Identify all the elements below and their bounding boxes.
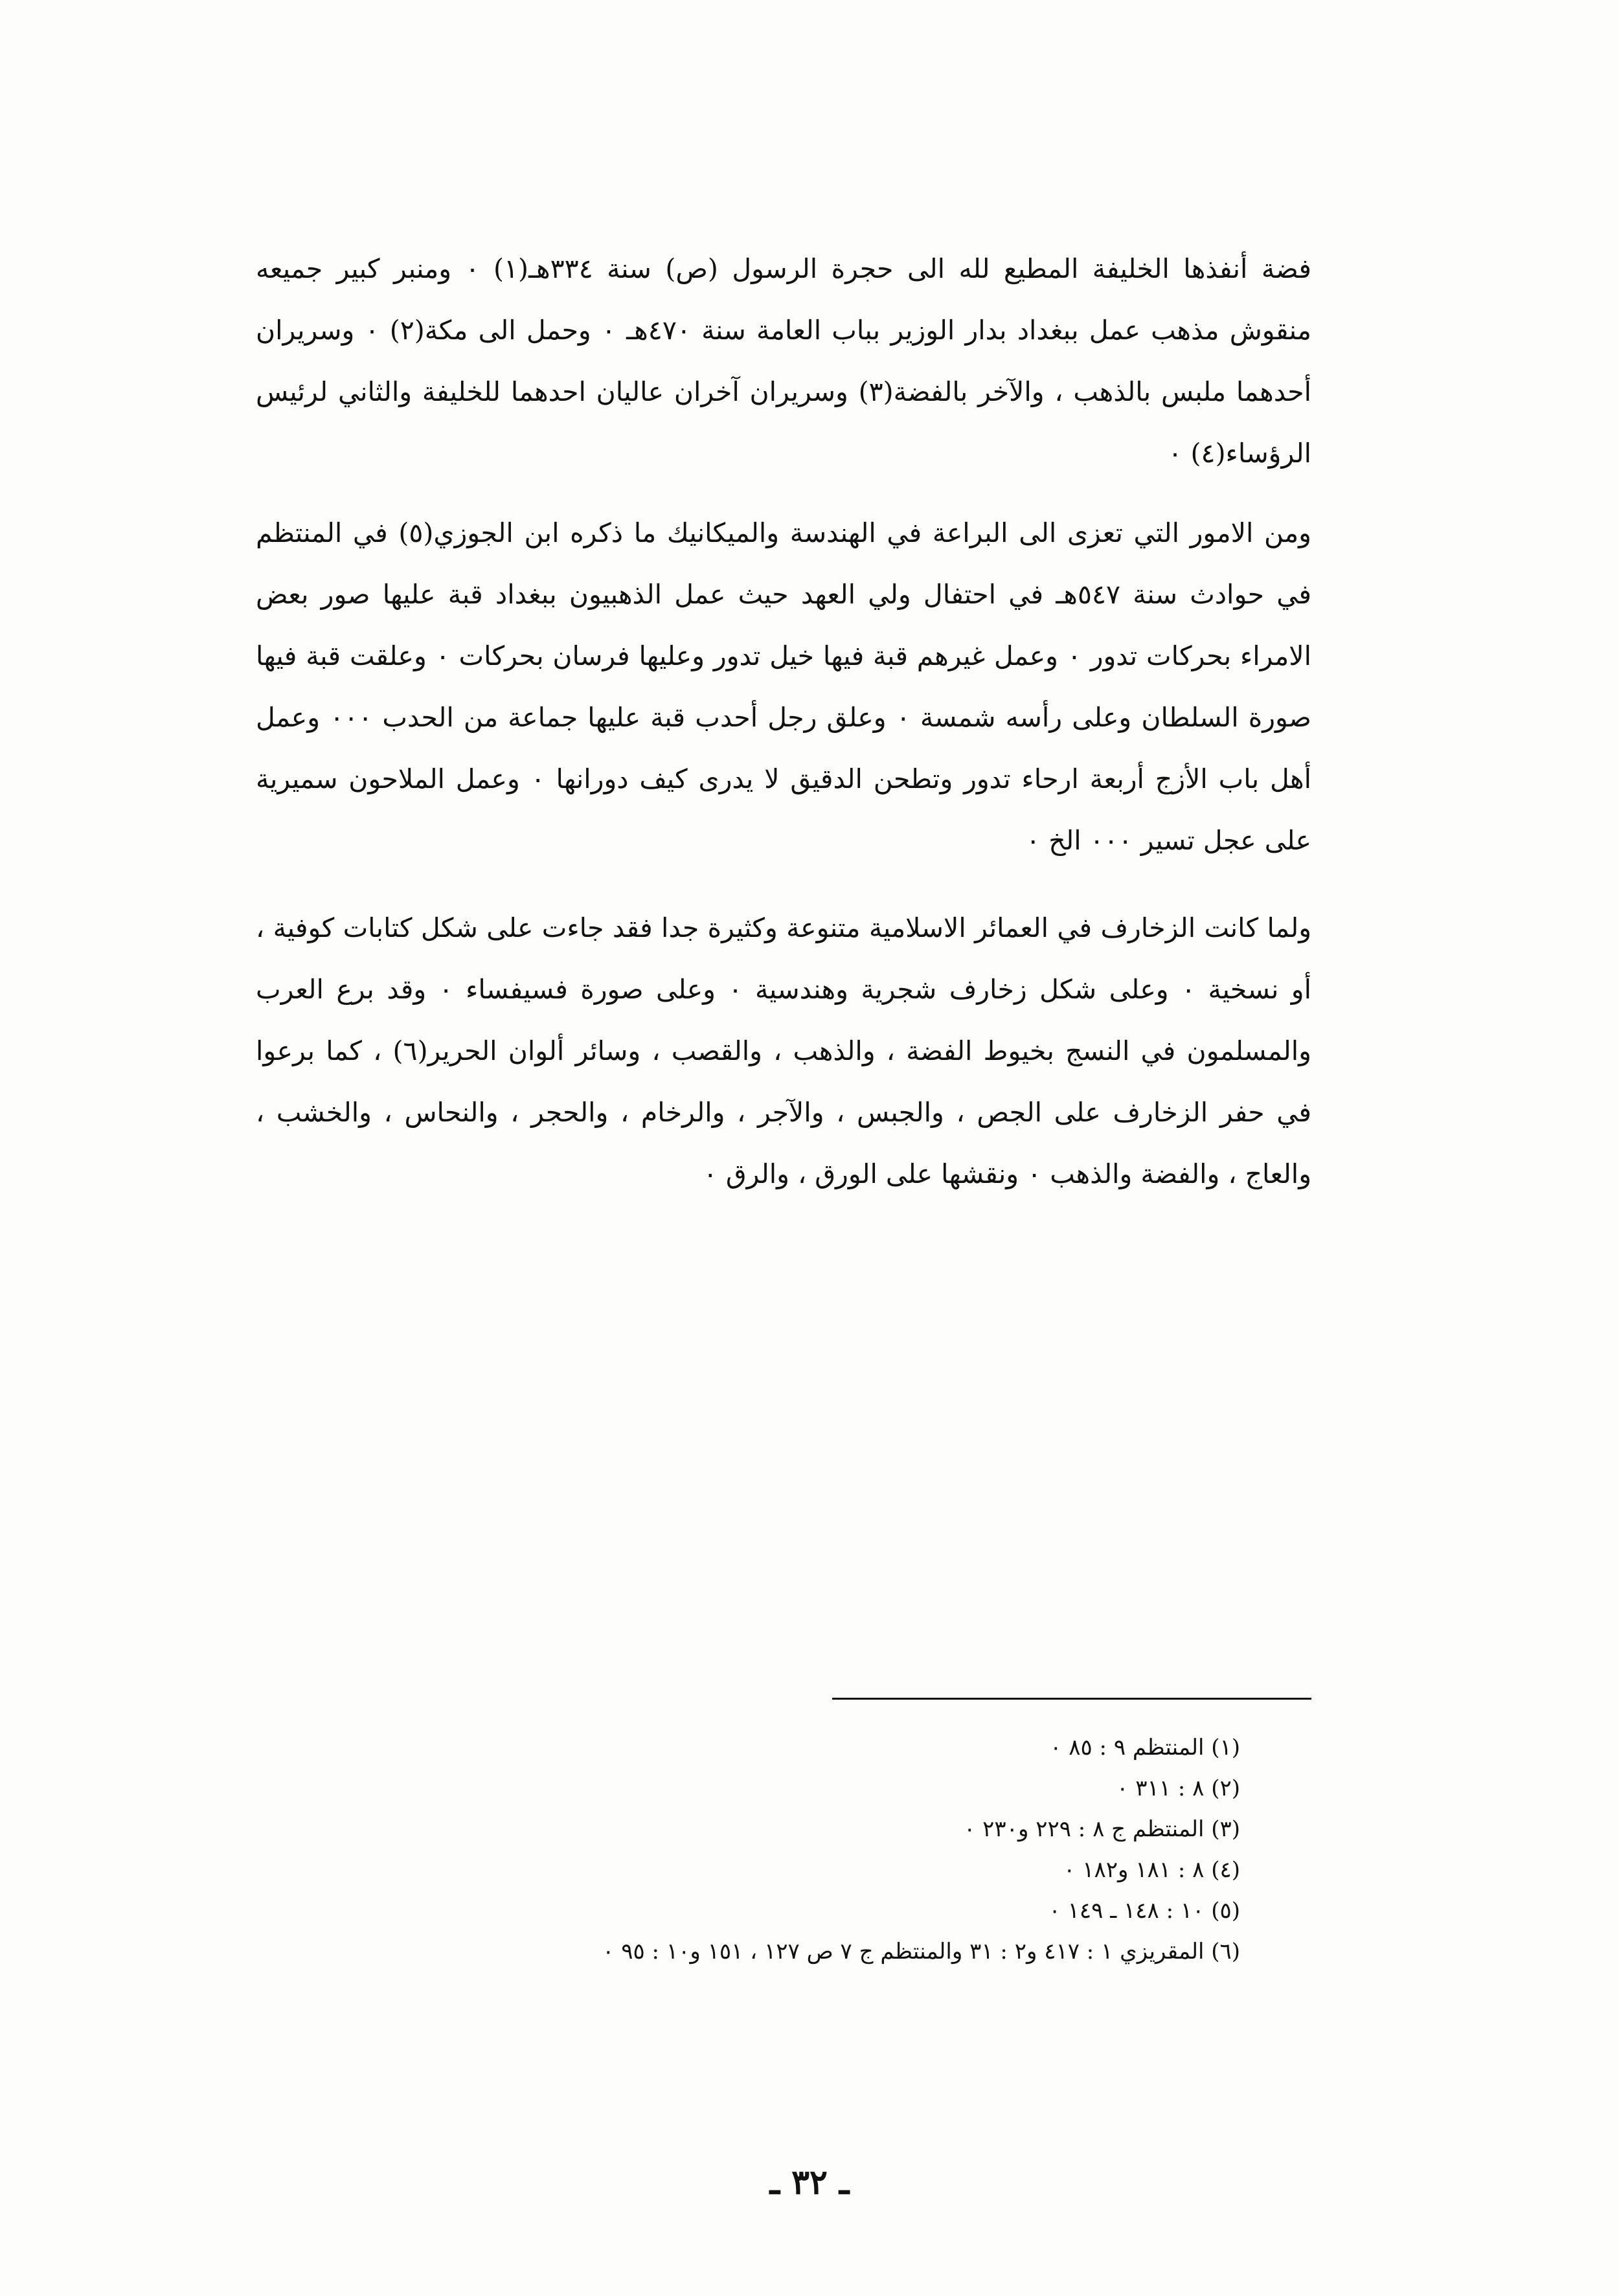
footnote: (٤) ٨ : ١٨١ و١٨٢ ٠	[1063, 1857, 1240, 1883]
footnote: (٥) ١٠ : ١٤٨ ـ ١٤٩ ٠	[1048, 1898, 1240, 1924]
footnote-separator	[832, 1698, 1311, 1700]
page-body	[256, 238, 1311, 1205]
footnote: (٢) ٨ : ٣١١ ٠	[1116, 1775, 1240, 1801]
paragraph: ولما كانت الزخارف في العمائر الاسلامية متنوعة وكثيرة جدا فقد جاءت على شكل كتابات كوفية ، أو نسخية ٠ وعلى شكل زخارف شجرية وهندسية ٠ وعلى صورة فسيفساء ٠ وقد برع العرب والمسلمون في النسج بخيوط الفضة ، والذهب ، والقصب ، وسائر ألوان الحرير(٦) ، كما برعوا في حفر الزخارف على الجص ، والجبس ، والآجر ، والرخام ، والحجر ، والنحاس ، والخشب ، والعاج ، والفضة والذهب ٠ ونقشها على الورق ، والرق ٠	[256, 912, 1311, 1189]
footnotes-list	[256, 1728, 1240, 1972]
footnote: (٣) المنتظم ج ٨ : ٢٢٩ و٢٣٠ ٠	[964, 1816, 1240, 1842]
footnote: (١) المنتظم ٩ : ٨٥ ٠	[1050, 1735, 1240, 1761]
paragraph: فضة أنفذها الخليفة المطيع لله الى حجرة الرسول (ص) سنة ٣٣٤هـ(١) ٠ ومنبر كبير جميعه منقوش مذهب عمل ببغداد بدار الوزير بباب العامة سنة ٤٧٠هـ ٠ وحمل الى مكة(٢) ٠ وسريران أحدهما ملبس بالذهب ، والآخر بالفضة(٣) وسريران آخران عاليان احدهما للخليفة والثاني لرئيس الرؤساء(٤) ٠	[256, 253, 1312, 469]
footnote: (٦) المقريزي ١ : ٤١٧ و٢ : ٣١ والمنتظم ج ٧ ص ١٢٧ ، ١٥١ و١٠ : ٩٥ ٠	[602, 1939, 1240, 1964]
paragraph: ومن الامور التي تعزى الى البراعة في الهندسة والميكانيك ما ذكره ابن الجوزي(٥) في المنتظم في حوادث سنة ٥٤٧هـ في احتفال ولي العهد حيث عمل الذهبيون ببغداد قبة عليها صور بعض الامراء بحركات تدور ٠ وعمل غيرهم قبة فيها خيل تدور وعليها فرسان بحركات ٠ وعلقت قبة فيها صورة السلطان وعلى رأسه شمسة ٠ وعلق رجل أحدب قبة عليها جماعة من الحدب ٠٠٠ وعمل أهل باب الأزج أربعة ارحاء تدور وتطحن الدقيق لا يدرى كيف دورانها ٠ وعمل الملاحون سميرية على عجل تسير ٠٠٠ الخ ٠	[256, 517, 1312, 856]
page-number: ـ ٣٢ ـ	[769, 2163, 850, 2202]
